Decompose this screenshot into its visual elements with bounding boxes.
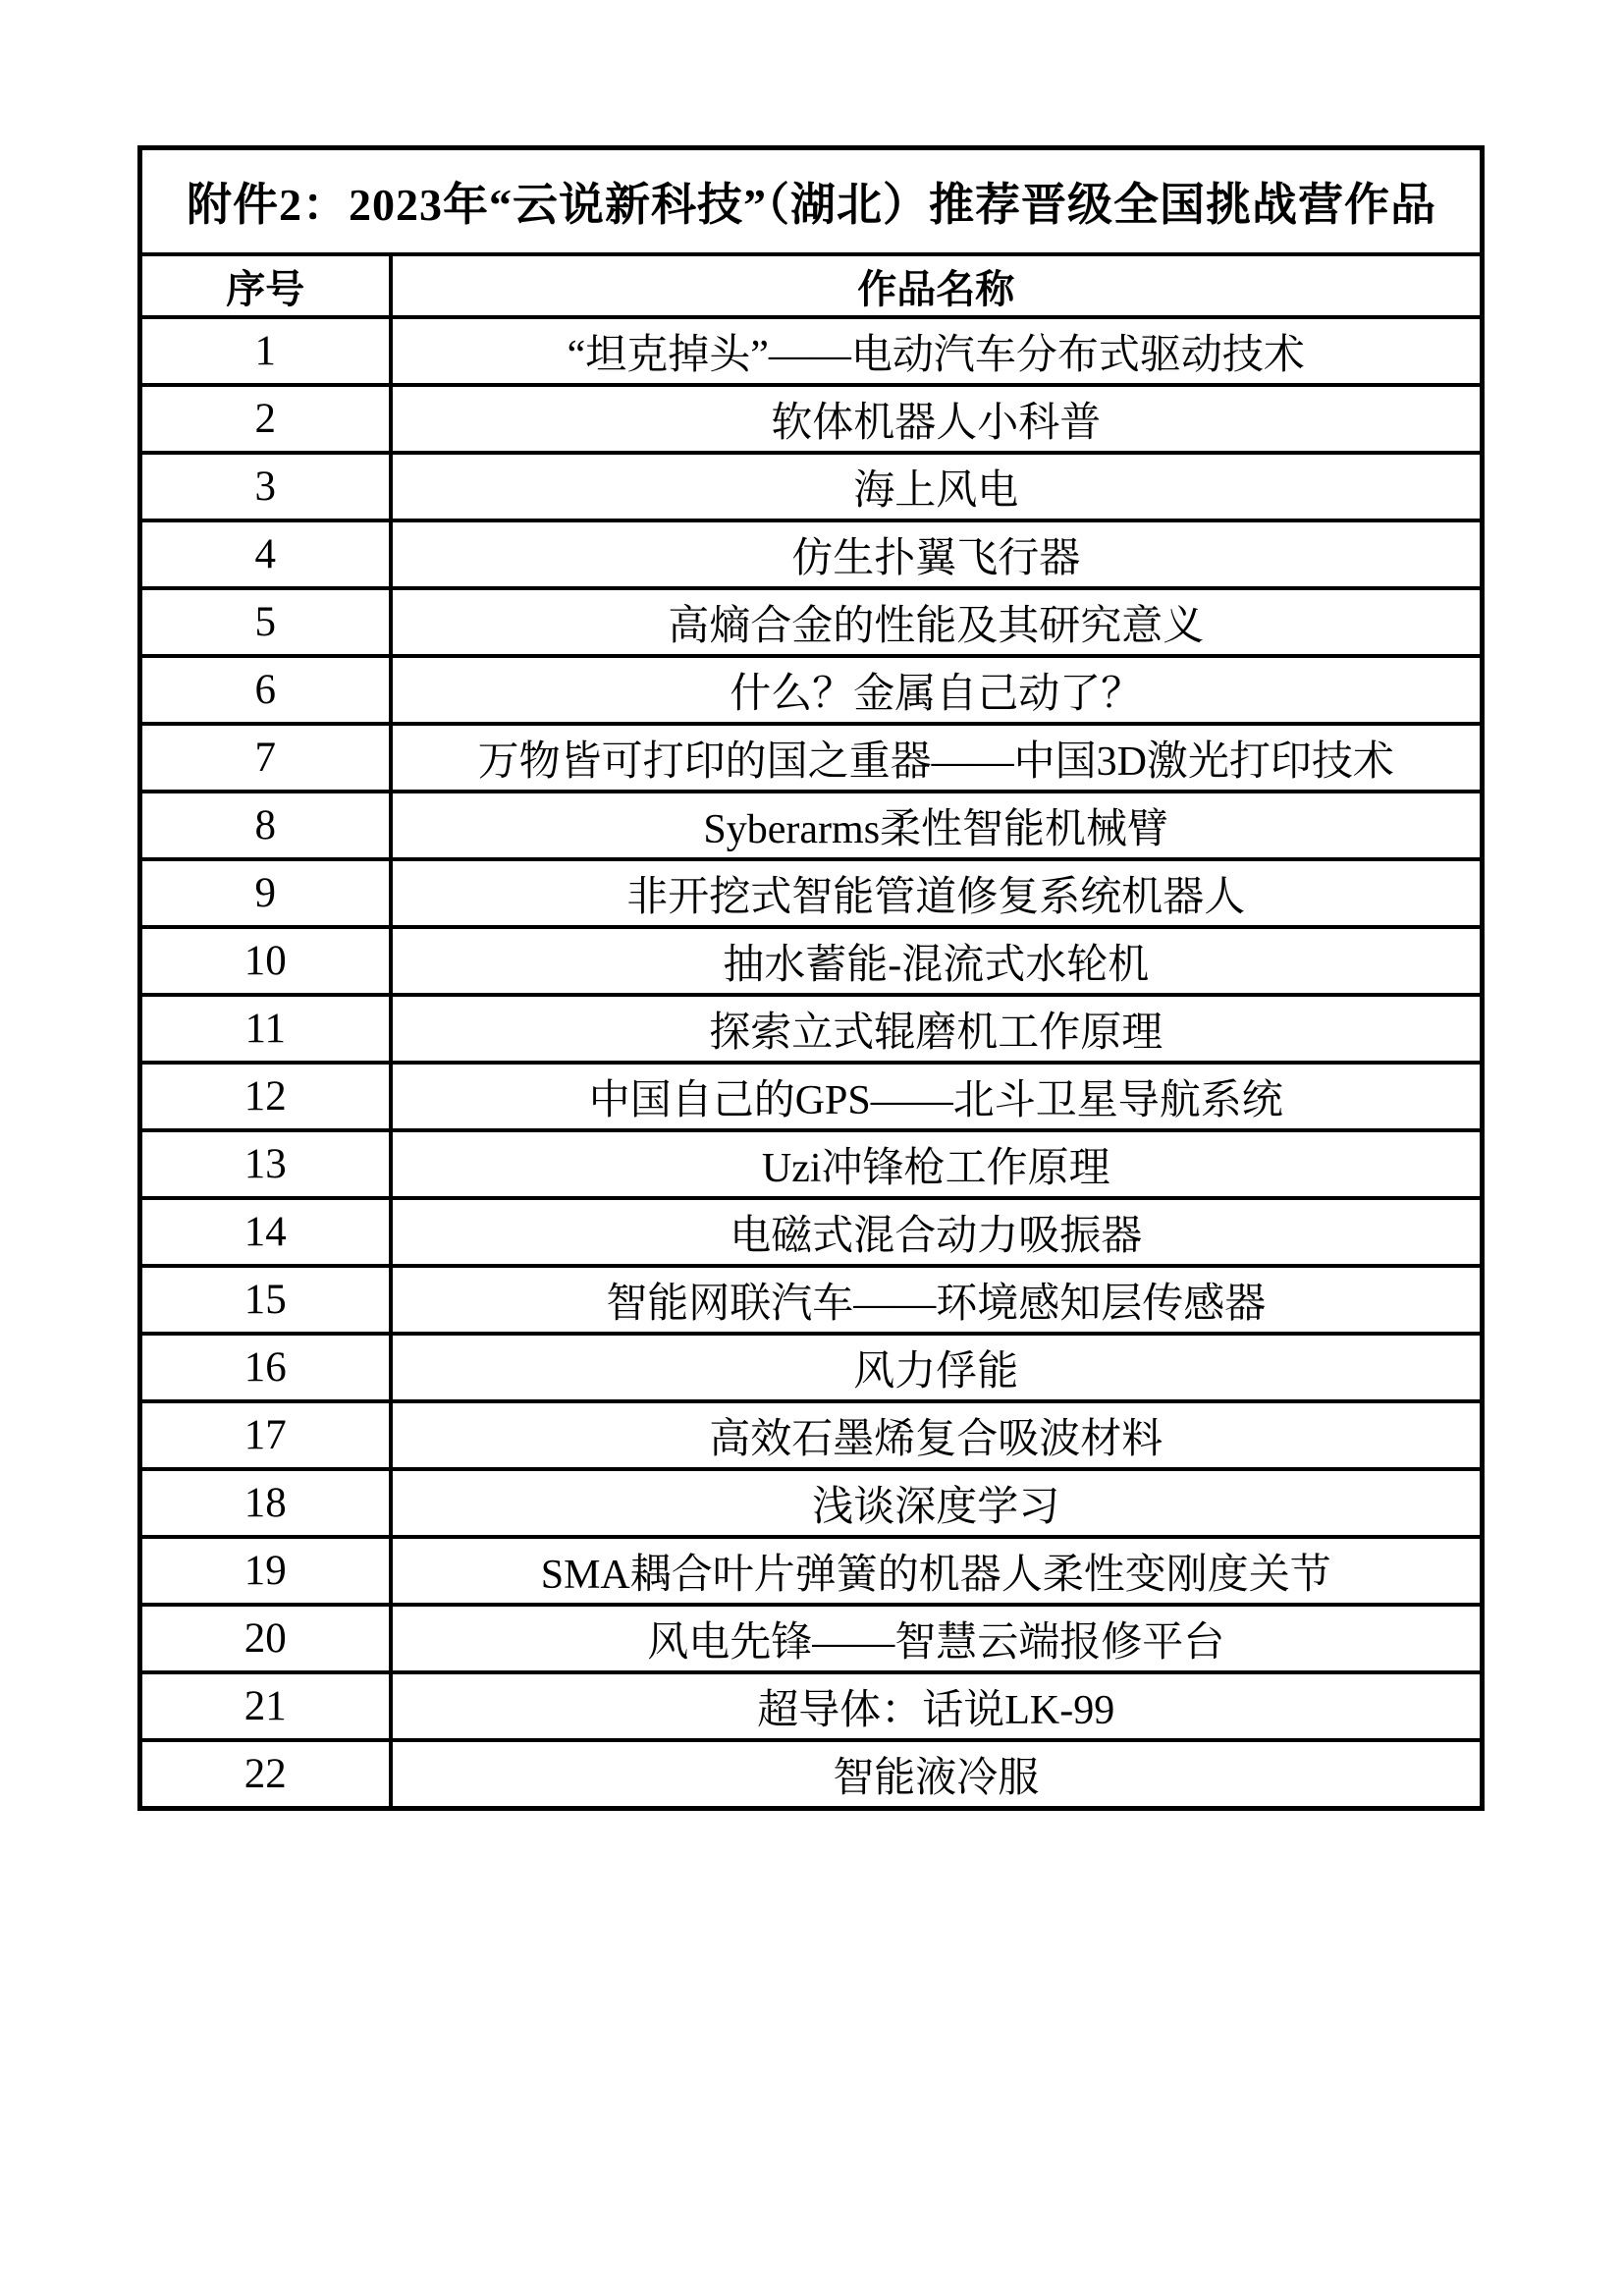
table-row	[140, 927, 1483, 995]
serial-number-cell: 12	[140, 1063, 391, 1130]
serial-number-cell: 19	[140, 1537, 391, 1605]
serial-number-cell: 16	[140, 1334, 391, 1401]
serial-number-cell: 9	[140, 859, 391, 927]
serial-number-cell: 15	[140, 1266, 391, 1334]
work-name-cell: 软体机器人小科普	[391, 385, 1483, 453]
works-table-body	[140, 148, 1483, 318]
serial-number-cell: 1	[140, 317, 391, 385]
column-header-serial: 序号	[140, 254, 391, 317]
table-row	[140, 1266, 1483, 1334]
serial-number-cell: 10	[140, 927, 391, 995]
table-row	[140, 1130, 1483, 1198]
table-title-row	[140, 148, 1483, 255]
serial-number-cell: 14	[140, 1198, 391, 1266]
work-name-cell: 超导体：话说LK-99	[391, 1672, 1483, 1740]
serial-number-cell: 8	[140, 792, 391, 859]
work-name-cell: Uzi冲锋枪工作原理	[391, 1130, 1483, 1198]
work-name-cell: 探索立式辊磨机工作原理	[391, 995, 1483, 1063]
serial-number-cell: 2	[140, 385, 391, 453]
serial-number-cell: 4	[140, 520, 391, 588]
work-name-cell: Syberarms柔性智能机械臂	[391, 792, 1483, 859]
table-row	[140, 1469, 1483, 1537]
column-header-name: 作品名称	[391, 254, 1483, 317]
works-table-rows	[140, 317, 1483, 1809]
work-name-cell: 中国自己的GPS——北斗卫星导航系统	[391, 1063, 1483, 1130]
table-row	[140, 656, 1483, 724]
work-name-cell: 智能液冷服	[391, 1740, 1483, 1809]
work-name-cell: 什么？金属自己动了？	[391, 656, 1483, 724]
page-title: 附件2：2023年“云说新科技”（湖北）推荐晋级全国挑战营作品	[140, 148, 1483, 255]
serial-number-cell: 22	[140, 1740, 391, 1809]
table-row	[140, 724, 1483, 792]
table-row	[140, 995, 1483, 1063]
table-row	[140, 1537, 1483, 1605]
work-name-cell: 智能网联汽车——环境感知层传感器	[391, 1266, 1483, 1334]
table-header-row	[140, 254, 1483, 317]
table-row	[140, 792, 1483, 859]
serial-number-cell: 17	[140, 1401, 391, 1469]
work-name-cell: “坦克掉头”——电动汽车分布式驱动技术	[391, 317, 1483, 385]
work-name-cell: 仿生扑翼飞行器	[391, 520, 1483, 588]
serial-number-cell: 20	[140, 1605, 391, 1672]
work-name-cell: 风电先锋——智慧云端报修平台	[391, 1605, 1483, 1672]
table-row	[140, 317, 1483, 385]
work-name-cell: 高熵合金的性能及其研究意义	[391, 588, 1483, 656]
work-name-cell: 非开挖式智能管道修复系统机器人	[391, 859, 1483, 927]
serial-number-cell: 3	[140, 453, 391, 520]
table-row	[140, 588, 1483, 656]
serial-number-cell: 13	[140, 1130, 391, 1198]
serial-number-cell: 6	[140, 656, 391, 724]
table-row	[140, 1740, 1483, 1809]
work-name-cell: 电磁式混合动力吸振器	[391, 1198, 1483, 1266]
serial-number-cell: 5	[140, 588, 391, 656]
work-name-cell: SMA耦合叶片弹簧的机器人柔性变刚度关节	[391, 1537, 1483, 1605]
table-row	[140, 1198, 1483, 1266]
table-row	[140, 1334, 1483, 1401]
serial-number-cell: 18	[140, 1469, 391, 1537]
table-row	[140, 1063, 1483, 1130]
serial-number-cell: 21	[140, 1672, 391, 1740]
work-name-cell: 浅谈深度学习	[391, 1469, 1483, 1537]
work-name-cell: 高效石墨烯复合吸波材料	[391, 1401, 1483, 1469]
work-name-cell: 万物皆可打印的国之重器——中国3D激光打印技术	[391, 724, 1483, 792]
table-row	[140, 1605, 1483, 1672]
table-row	[140, 520, 1483, 588]
works-table	[137, 145, 1485, 1811]
serial-number-cell: 11	[140, 995, 391, 1063]
work-name-cell: 风力俘能	[391, 1334, 1483, 1401]
table-row	[140, 1401, 1483, 1469]
table-row	[140, 453, 1483, 520]
work-name-cell: 海上风电	[391, 453, 1483, 520]
serial-number-cell: 7	[140, 724, 391, 792]
table-row	[140, 859, 1483, 927]
table-row	[140, 385, 1483, 453]
work-name-cell: 抽水蓄能-混流式水轮机	[391, 927, 1483, 995]
table-row	[140, 1672, 1483, 1740]
